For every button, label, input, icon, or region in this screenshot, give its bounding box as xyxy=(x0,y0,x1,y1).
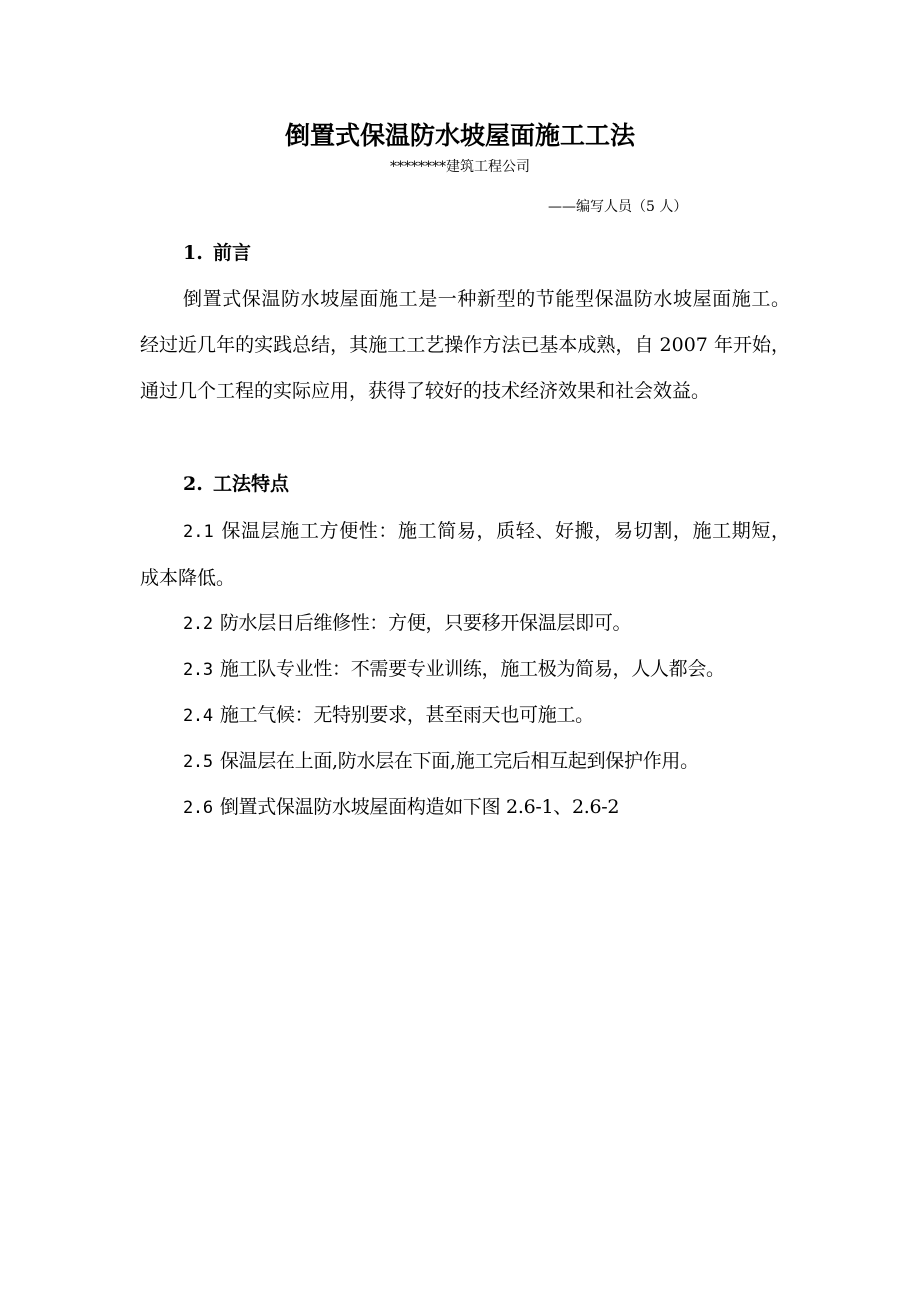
item-text: 保温层施工方便性：施工简易，质轻、好搬，易切割，施工期短，成本降低。 xyxy=(140,520,790,589)
item-text: 施工队专业性：不需要专业训练，施工极为简易，人人都会。 xyxy=(219,658,725,680)
item-text: 保温层在上面,防水层在下面,施工完后相互起到保护作用。 xyxy=(219,750,699,772)
feature-item xyxy=(140,600,790,647)
section-heading-features xyxy=(183,469,289,499)
feature-item xyxy=(140,784,790,831)
feature-item xyxy=(140,646,790,693)
feature-item xyxy=(140,692,790,739)
item-text: 倒置式保温防水坡屋面构造如下图 2.6-1、2.6-2 xyxy=(219,796,620,818)
item-number: 2.6 xyxy=(183,798,213,818)
item-number: 2.1 xyxy=(183,522,214,542)
item-text: 施工气候：无特别要求，甚至雨天也可施工。 xyxy=(219,704,594,726)
company-name: ********建筑工程公司 xyxy=(390,159,530,175)
item-number: 2.3 xyxy=(183,660,213,680)
section-heading-preface xyxy=(183,238,251,268)
item-text: 防水层日后维修性：方便，只要移开保温层即可。 xyxy=(219,612,632,634)
item-number: 2.5 xyxy=(183,752,213,772)
section-number: 1. xyxy=(183,242,203,264)
feature-item xyxy=(140,508,790,601)
feature-item xyxy=(140,738,790,785)
section-title: 工法特点 xyxy=(213,473,290,495)
section-number: 2. xyxy=(183,473,203,495)
document-title: 倒置式保温防水坡屋面施工工法 xyxy=(284,121,635,150)
section-title: 前言 xyxy=(213,242,252,264)
item-number: 2.4 xyxy=(183,706,213,726)
item-number: 2.2 xyxy=(183,614,213,634)
authors-line: ——编写人员（5 人） xyxy=(548,199,688,215)
preface-paragraph: 倒置式保温防水坡屋面施工是一种新型的节能型保温防水坡屋面施工。经过近几年的实践总结，其施工工艺操作方法已基本成熟，自 2007 年开始，通过几个工程的实际应用，获得了较好的技术经济效果和社会效益。 xyxy=(140,288,790,402)
